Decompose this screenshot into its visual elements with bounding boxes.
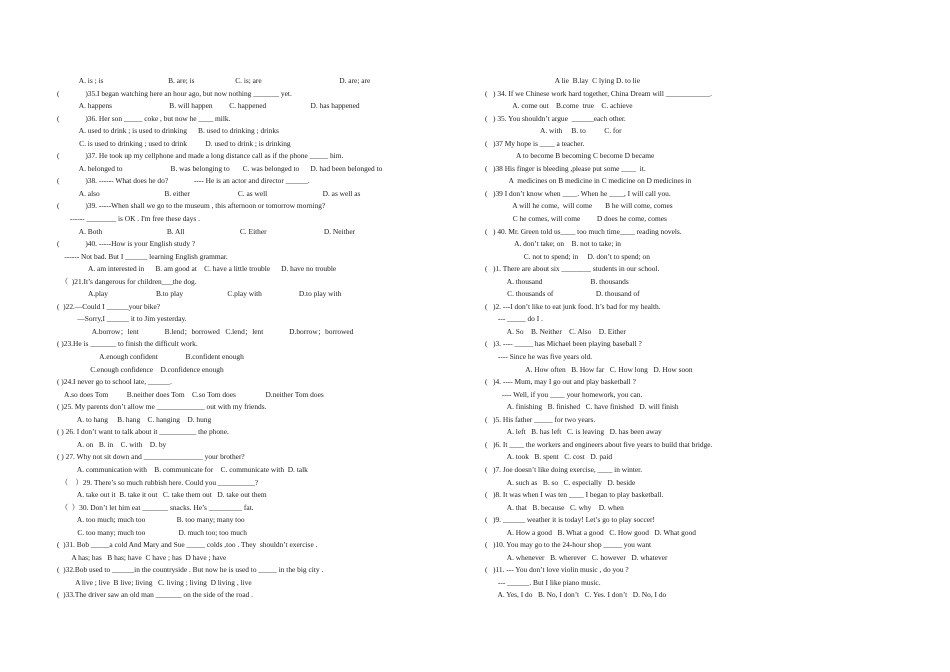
right-column-line <box>485 514 905 527</box>
left-column-line-text: ( )22.—Could I ______your bike? <box>57 301 161 311</box>
left-column-line-text: —Sorry,I ______ it to Jim yesterday. <box>57 314 187 324</box>
right-column-line <box>485 113 905 126</box>
right-column-line-text: A. come out B.come true C. achieve <box>485 101 633 111</box>
right-column-line-text: ( )6. It ____ the workers and engineers about five years to build that bridge. <box>485 439 713 449</box>
left-column-line-text: A. too much; much too B. too many; many too <box>57 515 245 525</box>
left-column-line <box>57 276 472 289</box>
right-column-line-text: ( )37 My hope is ____ a teacher. <box>485 138 585 148</box>
left-column-line <box>57 175 472 188</box>
left-column-line-text: A. on B. in C. with D. by <box>57 439 167 449</box>
right-column-line-text: ( )11. --- You don’t love violin music , do you ? <box>485 565 629 575</box>
left-column-line-text: ( )40. -----How is your English study ? <box>57 239 196 249</box>
right-column-line <box>485 238 905 251</box>
right-column-line <box>485 477 905 490</box>
left-column-line-text: ( )31. Bob _____a cold And Mary and Sue _____ colds ,too . They shouldn’t exercise . <box>57 540 318 550</box>
right-column-line <box>485 414 905 427</box>
right-column-line-text: A. whenever B. wherever C. however D. whatever <box>485 552 668 562</box>
left-column-line <box>57 251 472 264</box>
right-column-line <box>485 401 905 414</box>
right-column-line-text: A medicines on B medicine in C medicine on D medicines in <box>485 176 692 186</box>
right-column-line-text: ( ) 34. If we Chinese work hard together, China Dream will ____________. <box>485 88 712 98</box>
left-column-line-text: ------ Not bad. But I ______ learning English grammar. <box>57 251 228 261</box>
right-column-line-text: ( )5. His father _____ for two years. <box>485 414 596 424</box>
left-column-line <box>57 477 472 490</box>
left-column <box>57 75 472 602</box>
right-column-line-text: A. that B. because C. why D. when <box>485 502 624 512</box>
right-column <box>485 75 905 602</box>
left-column-line <box>57 263 472 276</box>
left-column-line-text: （ )21.It’s dangerous for children___the dog. <box>57 276 197 286</box>
left-column-line-text: A. is ; is B. are; is C. is; are D. are; are <box>57 76 371 85</box>
right-column-line <box>485 138 905 151</box>
left-column-line <box>57 238 472 251</box>
right-column-line <box>485 150 905 163</box>
left-column-line-text: A. take out it B. take it out C. take them out D. take out them <box>57 490 267 500</box>
left-column-line-text: ( )23.He is _______ to finish the difficult work. <box>57 339 198 349</box>
left-column-line-text: A. also B. either C. as well D. as well as <box>57 188 361 198</box>
right-column-line <box>485 200 905 213</box>
right-column-line-text: ( )7. Joe doesn’t like doing exercise, ____ in winter. <box>485 464 643 474</box>
right-column-line-text: A. with B. to C. for <box>485 126 622 136</box>
right-column-line <box>485 539 905 552</box>
left-column-line <box>57 414 472 427</box>
right-column-line <box>485 527 905 540</box>
right-column-line-text: ( ) 40. Mr. Green told us____ too much time____ reading novels. <box>485 226 682 236</box>
right-column-line-text: C. not to spend; in D. don’t to spend; on <box>485 251 650 261</box>
right-column-line-text: ( ) 35. You shouldn’t argue ______each other. <box>485 113 626 123</box>
right-column-line-text: ( )38 His finger is bleeding ,please put some ____ it. <box>485 163 646 173</box>
left-column-line <box>57 426 472 439</box>
right-column-line-text: A. left B. has left C. is leaving D. has been away <box>485 427 662 437</box>
left-column-line <box>57 288 472 301</box>
right-column-line-text: A will he come, will come B he will come, comes <box>485 201 673 211</box>
left-column-line <box>57 75 472 88</box>
right-column-line <box>485 226 905 239</box>
right-column-line <box>485 326 905 339</box>
right-column-line <box>485 351 905 364</box>
left-column-line <box>57 125 472 138</box>
right-column-line <box>485 75 905 88</box>
left-column-line <box>57 539 472 552</box>
right-column-line <box>485 426 905 439</box>
left-column-line <box>57 376 472 389</box>
left-column-line <box>57 364 472 377</box>
right-column-line-text: A. took B. spent C. cost D. paid <box>485 452 613 462</box>
right-column-line <box>485 213 905 226</box>
left-column-line-text: （ ）29. There’s so much rubbish here. Could you __________? <box>57 477 259 487</box>
left-column-line <box>57 200 472 213</box>
right-column-line <box>485 589 905 602</box>
left-column-line-text: A. communication with B. communicate for C. communicate with D. talk <box>57 464 308 474</box>
left-column-line-text: C.enough confidence D.confidence enough <box>57 364 224 374</box>
right-column-line <box>485 577 905 590</box>
left-column-line-text: C. too many; much too D. much too; too much <box>57 527 247 537</box>
left-column-line <box>57 527 472 540</box>
left-column-line-text: ( )35.I began watching here an hour ago, but now nothing _______ yet. <box>57 88 292 98</box>
right-column-line-text: ---- Since he was five years old. <box>485 352 593 362</box>
right-column-line-text: --- _____ do I . <box>485 314 543 324</box>
right-column-line-text: A. thousand B. thousands <box>485 276 629 286</box>
right-column-line <box>485 288 905 301</box>
left-column-line-text: A. Both B. All C. Either D. Neither <box>57 226 356 236</box>
right-column-line-text: ---- Well, if you ____ your homework, you can. <box>485 389 643 399</box>
right-column-line-text: ( )1. There are about six ________ students in our school. <box>485 264 660 274</box>
right-column-line <box>485 313 905 326</box>
left-column-line <box>57 113 472 126</box>
right-column-line-text: ( )10. You may go to the 24-hour shop _____ you want <box>485 540 652 550</box>
left-column-line <box>57 589 472 602</box>
left-column-line <box>57 150 472 163</box>
left-column-line <box>57 389 472 402</box>
left-column-line <box>57 138 472 151</box>
left-column-line <box>57 226 472 239</box>
right-column-line <box>485 263 905 276</box>
left-column-line <box>57 338 472 351</box>
right-column-line-text: A. Yes, I do B. No, I don’t C. Yes. I don’t D. No, I do <box>485 590 667 600</box>
left-column-line <box>57 502 472 515</box>
right-column-line-text: C he comes, will come D does he come, comes <box>485 214 667 224</box>
right-column-line-text: C. thousands of D. thousand of <box>485 289 640 299</box>
left-column-line-text: A.so does Tom B.neither does Tom C.so Tom does D.neither Tom does <box>57 389 324 399</box>
left-column-line <box>57 88 472 101</box>
left-column-line <box>57 313 472 326</box>
right-column-line-text: A to become B becoming C become D became <box>485 151 655 161</box>
left-column-line-text: ( )24.I never go to school late, ______. <box>57 377 172 387</box>
right-column-line <box>485 100 905 113</box>
right-column-line-text: A. How often B. How far C. How long D. How soon <box>485 364 693 374</box>
left-column-line <box>57 577 472 590</box>
left-column-line-text: A.play B.to play C.play with D.to play with <box>57 289 342 299</box>
right-column-line <box>485 451 905 464</box>
right-column-line <box>485 276 905 289</box>
right-column-line <box>485 301 905 314</box>
left-column-line <box>57 439 472 452</box>
left-column-line-text: ------ ________ is OK . I'm free these days . <box>57 214 200 224</box>
left-column-line-text: ( )38. ------ What does he do? ---- He is an actor and director ______. <box>57 176 310 186</box>
right-column-line <box>485 464 905 477</box>
left-column-line <box>57 564 472 577</box>
right-column-line-text: A. don’t take; on B. not to take; in <box>485 239 621 249</box>
left-column-line <box>57 464 472 477</box>
left-column-line <box>57 188 472 201</box>
right-column-line <box>485 376 905 389</box>
left-column-line <box>57 301 472 314</box>
left-column-line-text: ( )37. He took up my cellphone and made a long distance call as if the phone _____ him. <box>57 151 344 161</box>
left-column-line-text: C. is used to drinking ; used to drink D. used to drink ; is drinking <box>57 138 291 148</box>
left-column-line-text: （ ）30. Don’t let him eat _______ snacks. He’s _________ fat. <box>57 502 254 512</box>
left-column-line-text: ( )32.Bob used to ______in the countryside . But now he is used to _____ in the big city . <box>57 565 324 575</box>
left-column-line <box>57 514 472 527</box>
left-column-line <box>57 163 472 176</box>
right-column-line <box>485 564 905 577</box>
right-column-line-text: A. How a good B. What a good C. How good D. What good <box>485 527 696 537</box>
right-column-line <box>485 439 905 452</box>
left-column-line-text: ( ) 27. Why not sit down and ________________ your brother? <box>57 452 245 462</box>
left-column-line-text: A.borrow；lent B.lend；borrowed C.lend；lent D.borrow；borrowed <box>57 326 354 336</box>
right-column-line <box>485 251 905 264</box>
left-column-line-text: ( )25. My parents don’t allow me _____________ out with my friends. <box>57 402 267 412</box>
left-column-line-text: A live ; live B live; living C. living ; living D living , live <box>57 577 252 587</box>
left-column-line <box>57 213 472 226</box>
right-column-line <box>485 125 905 138</box>
right-column-line-text: A. So B. Neither C. Also D. Either <box>485 326 626 336</box>
left-column-line-text: ( )36. Her son _____ coke , but now he ____ milk. <box>57 113 231 123</box>
left-column-line-text: ( )39. -----When shall we go to the museum , this afternoon or tomorrow morning? <box>57 201 326 211</box>
right-column-line <box>485 552 905 565</box>
left-column-line <box>57 326 472 339</box>
right-column-line-text: ( )9. ______ weather it is today! Let’s go to play soccer! <box>485 515 655 525</box>
right-column-line <box>485 364 905 377</box>
left-column-line-text: A. used to drink ; is used to drinking B. used to drinking ; drinks <box>57 126 279 136</box>
right-column-line <box>485 88 905 101</box>
left-column-line-text: A. happens B. will happen C. happened D. has happened <box>57 101 360 111</box>
left-column-line <box>57 100 472 113</box>
right-column-line <box>485 188 905 201</box>
left-column-line-text: A.enough confident B.confident enough <box>57 352 244 362</box>
left-column-line-text: A has; has B has; have C have ; has D have ; have <box>57 552 227 562</box>
left-column-line-text: ( )33.The driver saw an old man _______ on the side of the road . <box>57 590 254 600</box>
left-column-line <box>57 451 472 464</box>
right-column-line <box>485 338 905 351</box>
right-column-line-text: ( )8. It was when I was ten ____ I began to play basketball. <box>485 490 664 500</box>
left-column-line-text: A. to hang B. hang C. hanging D. hung <box>57 414 212 424</box>
left-column-line <box>57 552 472 565</box>
right-column-line-text: ( )3. ---- _____ has Michael been playing baseball ? <box>485 339 642 349</box>
right-column-line <box>485 502 905 515</box>
right-column-line-text: ( )39 I don’t know when ____. When he ____, I will call you. <box>485 188 671 198</box>
left-column-line-text: A. am interested in B. am good at C. have a little trouble D. have no trouble <box>57 264 337 274</box>
left-column-line <box>57 401 472 414</box>
right-column-line-text: ( )4. ---- Mum, may I go out and play basketball ? <box>485 377 636 387</box>
right-column-line <box>485 163 905 176</box>
left-column-line-text: A. belonged to B. was belonging to C. was belonged to D. had been belonged to <box>57 163 383 173</box>
right-column-line <box>485 389 905 402</box>
right-column-line-text: ( )2. ---I don’t like to eat junk food. It’s bad for my health. <box>485 301 661 311</box>
left-column-line-text: ( ) 26. I don’t want to talk about it __________ the phone. <box>57 427 229 437</box>
right-column-line-text: A. finishing B. finished C. have finished D. will finish <box>485 402 679 412</box>
right-column-line <box>485 489 905 502</box>
left-column-line <box>57 489 472 502</box>
left-column-line <box>57 351 472 364</box>
right-column-line-text: A lie B.lay C lying D. to lie <box>485 76 640 85</box>
right-column-line <box>485 175 905 188</box>
right-column-line-text: --- ______. But I like piano music. <box>485 577 601 587</box>
right-column-line-text: A. such as B. so C. especially D. beside <box>485 477 636 487</box>
